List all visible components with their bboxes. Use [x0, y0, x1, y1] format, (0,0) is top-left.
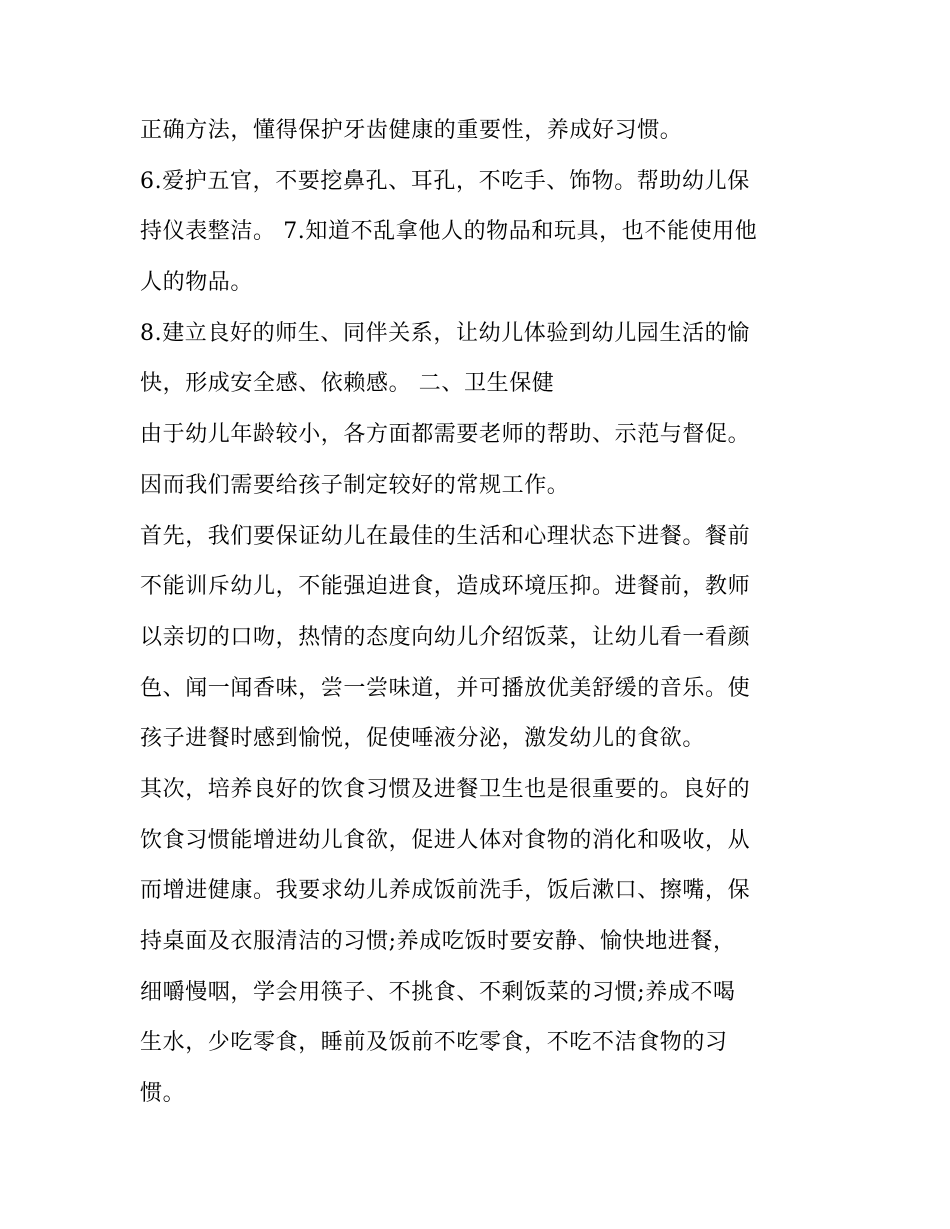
text-line: 以亲切的口吻，热情的态度向幼儿介绍饭菜，让幼儿看一看颜 — [140, 624, 751, 650]
text-line: 8.建立良好的师生、同伴关系，让幼儿体验到幼儿园生活的愉 — [140, 320, 750, 346]
document-body — [140, 106, 820, 1120]
text-line: 6.爱护五官，不要挖鼻孔、耳孔，不吃手、饰物。帮助幼儿保 — [140, 168, 750, 194]
text-line: 由于幼儿年龄较小，各方面都需要老师的帮助、示范与督促。 — [140, 422, 751, 448]
text-line: 细嚼慢咽，学会用筷子、不挑食、不剩饭菜的习惯;养成不喝 — [140, 979, 736, 1005]
text-line: 色、闻一闻香味，尝一尝味道，并可播放优美舒缓的音乐。使 — [140, 675, 751, 701]
text-line: 正确方法，懂得保护牙齿健康的重要性，养成好习惯。 — [140, 118, 683, 143]
text-line: 而增进健康。我要求幼儿养成饭前洗手，饭后漱口、擦嘴，保 — [140, 878, 751, 904]
text-line: 因而我们需要给孩子制定较好的常规工作。 — [140, 472, 570, 498]
text-line: 首先，我们要保证幼儿在最佳的生活和心理状态下进餐。餐前 — [140, 523, 751, 549]
text-line: 惯。 — [140, 1081, 186, 1107]
text-line: 饮食习惯能增进幼儿食欲，促进人体对食物的消化和吸收，从 — [140, 827, 751, 853]
text-line: 孩子进餐时感到愉悦，促使唾液分泌，激发幼儿的食欲。 — [140, 726, 706, 752]
text-line: 不能训斥幼儿，不能强迫进食，造成环境压抑。进餐前，教师 — [140, 574, 751, 600]
text-line: 生水，少吃零食，睡前及饭前不吃零食，不吃不洁食物的习 — [140, 1030, 728, 1056]
text-line: 其次，培养良好的饮食习惯及进餐卫生也是很重要的。良好的 — [140, 776, 751, 802]
text-line: 人的物品。 — [140, 270, 254, 296]
text-line: 持仪表整洁。 7.知道不乱拿他人的物品和玩具，也不能使用他 — [140, 219, 758, 245]
text-line: 快，形成安全感、依赖感。 二、卫生保健 — [140, 371, 555, 397]
text-line: 持桌面及衣服清洁的习惯;养成吃饭时要安静、愉快地进餐， — [140, 929, 736, 954]
